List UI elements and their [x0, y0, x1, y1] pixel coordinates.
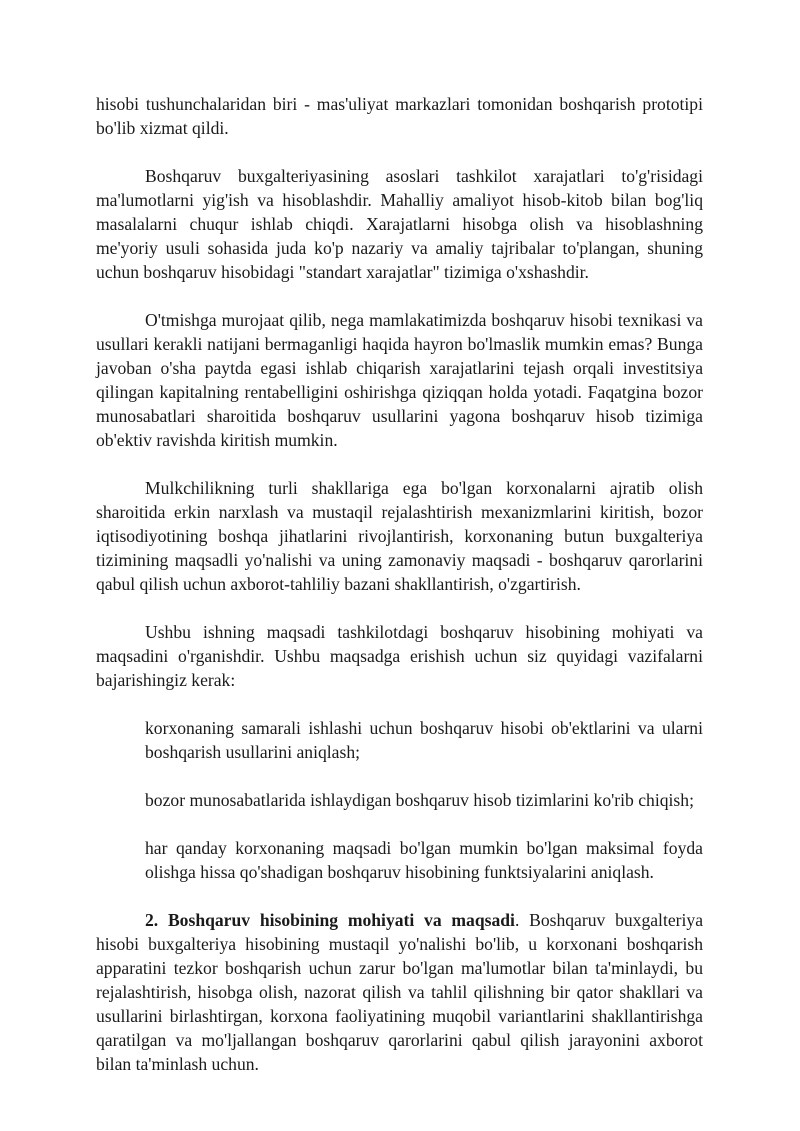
paragraph-history: O'tmishga murojaat qilib, nega mamlakatimizda boshqaruv hisobi texnikasi va usullari kerakli natijani bermaganligi haqida hayron bo'lmaslik mumkin emas? Bunga javoban o'sha paytda egasi ishlab chiqarish xarajatlarini tejash orqali investitsiya qilingan kapitalning rentabelligini oshirishga qiziqqan holda yotadi. Faqatgina bozor munosabatlari sharoitida boshqaruv usullarini yagona boshqaruv hisob tizimiga ob'ektiv ravishda kiritish mumkin. — [96, 310, 703, 450]
section-text: . Boshqaruv buxgalteriya hisobi buxgalteriya hisobining mustaqil yo'nalishi bo'lib, u korxonani boshqarish apparatini tezkor boshqarish uchun zarur bo'lgan ma'lumotlar bilan ta'minlaydi, bu rejalashtirish, hisobga olish, nazorat qilish va tahlil qilishning bir qator shakllari va usullarini birlashtirgan, korxona faoliyatining muqobil variantlarini shakllantirishga qaratilgan va mo'ljallangan boshqaruv qarorlarini qabul qilish jarayonini axborot bilan ta'minlash uchun. — [96, 910, 703, 1074]
task-item: bozor munosabatlarida ishlaydigan boshqaruv hisob tizimlarini ko'rib chiqish; — [145, 790, 694, 810]
paragraph-continuation: hisobi tushunchalaridan biri - mas'uliyat markazlari tomonidan boshqarish prototipi bo'lib xizmat qildi. — [96, 94, 703, 138]
document-page — [96, 92, 703, 1100]
section-heading: 2. Boshqaruv hisobining mohiyati va maqsadi — [145, 910, 515, 930]
paragraph-fundamentals: Boshqaruv buxgalteriyasining asoslari tashkilot xarajatlari to'g'risidagi ma'lumotlarni yig'ish va hisoblashdir. Mahalliy amaliyot hisob-kitob bilan bog'liq masalalarni chuqur ishlab chiqdi. Xarajatlarni hisobga olish va hisoblashning me'yoriy usuli sohasida juda ko'p nazariy va amaliy tajribalar to'plangan, shuning uchun boshqaruv hisobidagi "standart xarajatlar" tizimiga o'xshashdir. — [96, 166, 703, 282]
paragraph-ownership: Mulkchilikning turli shakllariga ega bo'lgan korxonalarni ajratib olish sharoitida erkin narxlash va mustaqil rejalashtirish mexanizmlarini kiritish, bozor iqtisodiyotining boshqa jihatlarini rivojlantirish, korxonaning butun buxgalteriya tizimining maqsadli yo'nalishi va uning zamonaviy maqsadi - boshqaruv qarorlarini qabul qilish uchun axborot-tahliliy bazani shakllantirish, o'zgartirish. — [96, 478, 703, 594]
paragraph-goal: Ushbu ishning maqsadi tashkilotdagi boshqaruv hisobining mohiyati va maqsadini o'rganishdir. Ushbu maqsadga erishish uchun siz quyidagi vazifalarni bajarishingiz kerak: — [96, 622, 703, 690]
section-paragraph — [96, 908, 703, 1076]
task-list — [96, 716, 703, 884]
task-item: korxonaning samarali ishlashi uchun boshqaruv hisobi ob'ektlarini va ularni boshqarish usullarini aniqlash; — [145, 718, 703, 762]
task-item: har qanday korxonaning maqsadi bo'lgan mumkin bo'lgan maksimal foyda olishga hissa qo'shadigan boshqaruv hisobining funktsiyalarini aniqlash. — [145, 838, 703, 882]
